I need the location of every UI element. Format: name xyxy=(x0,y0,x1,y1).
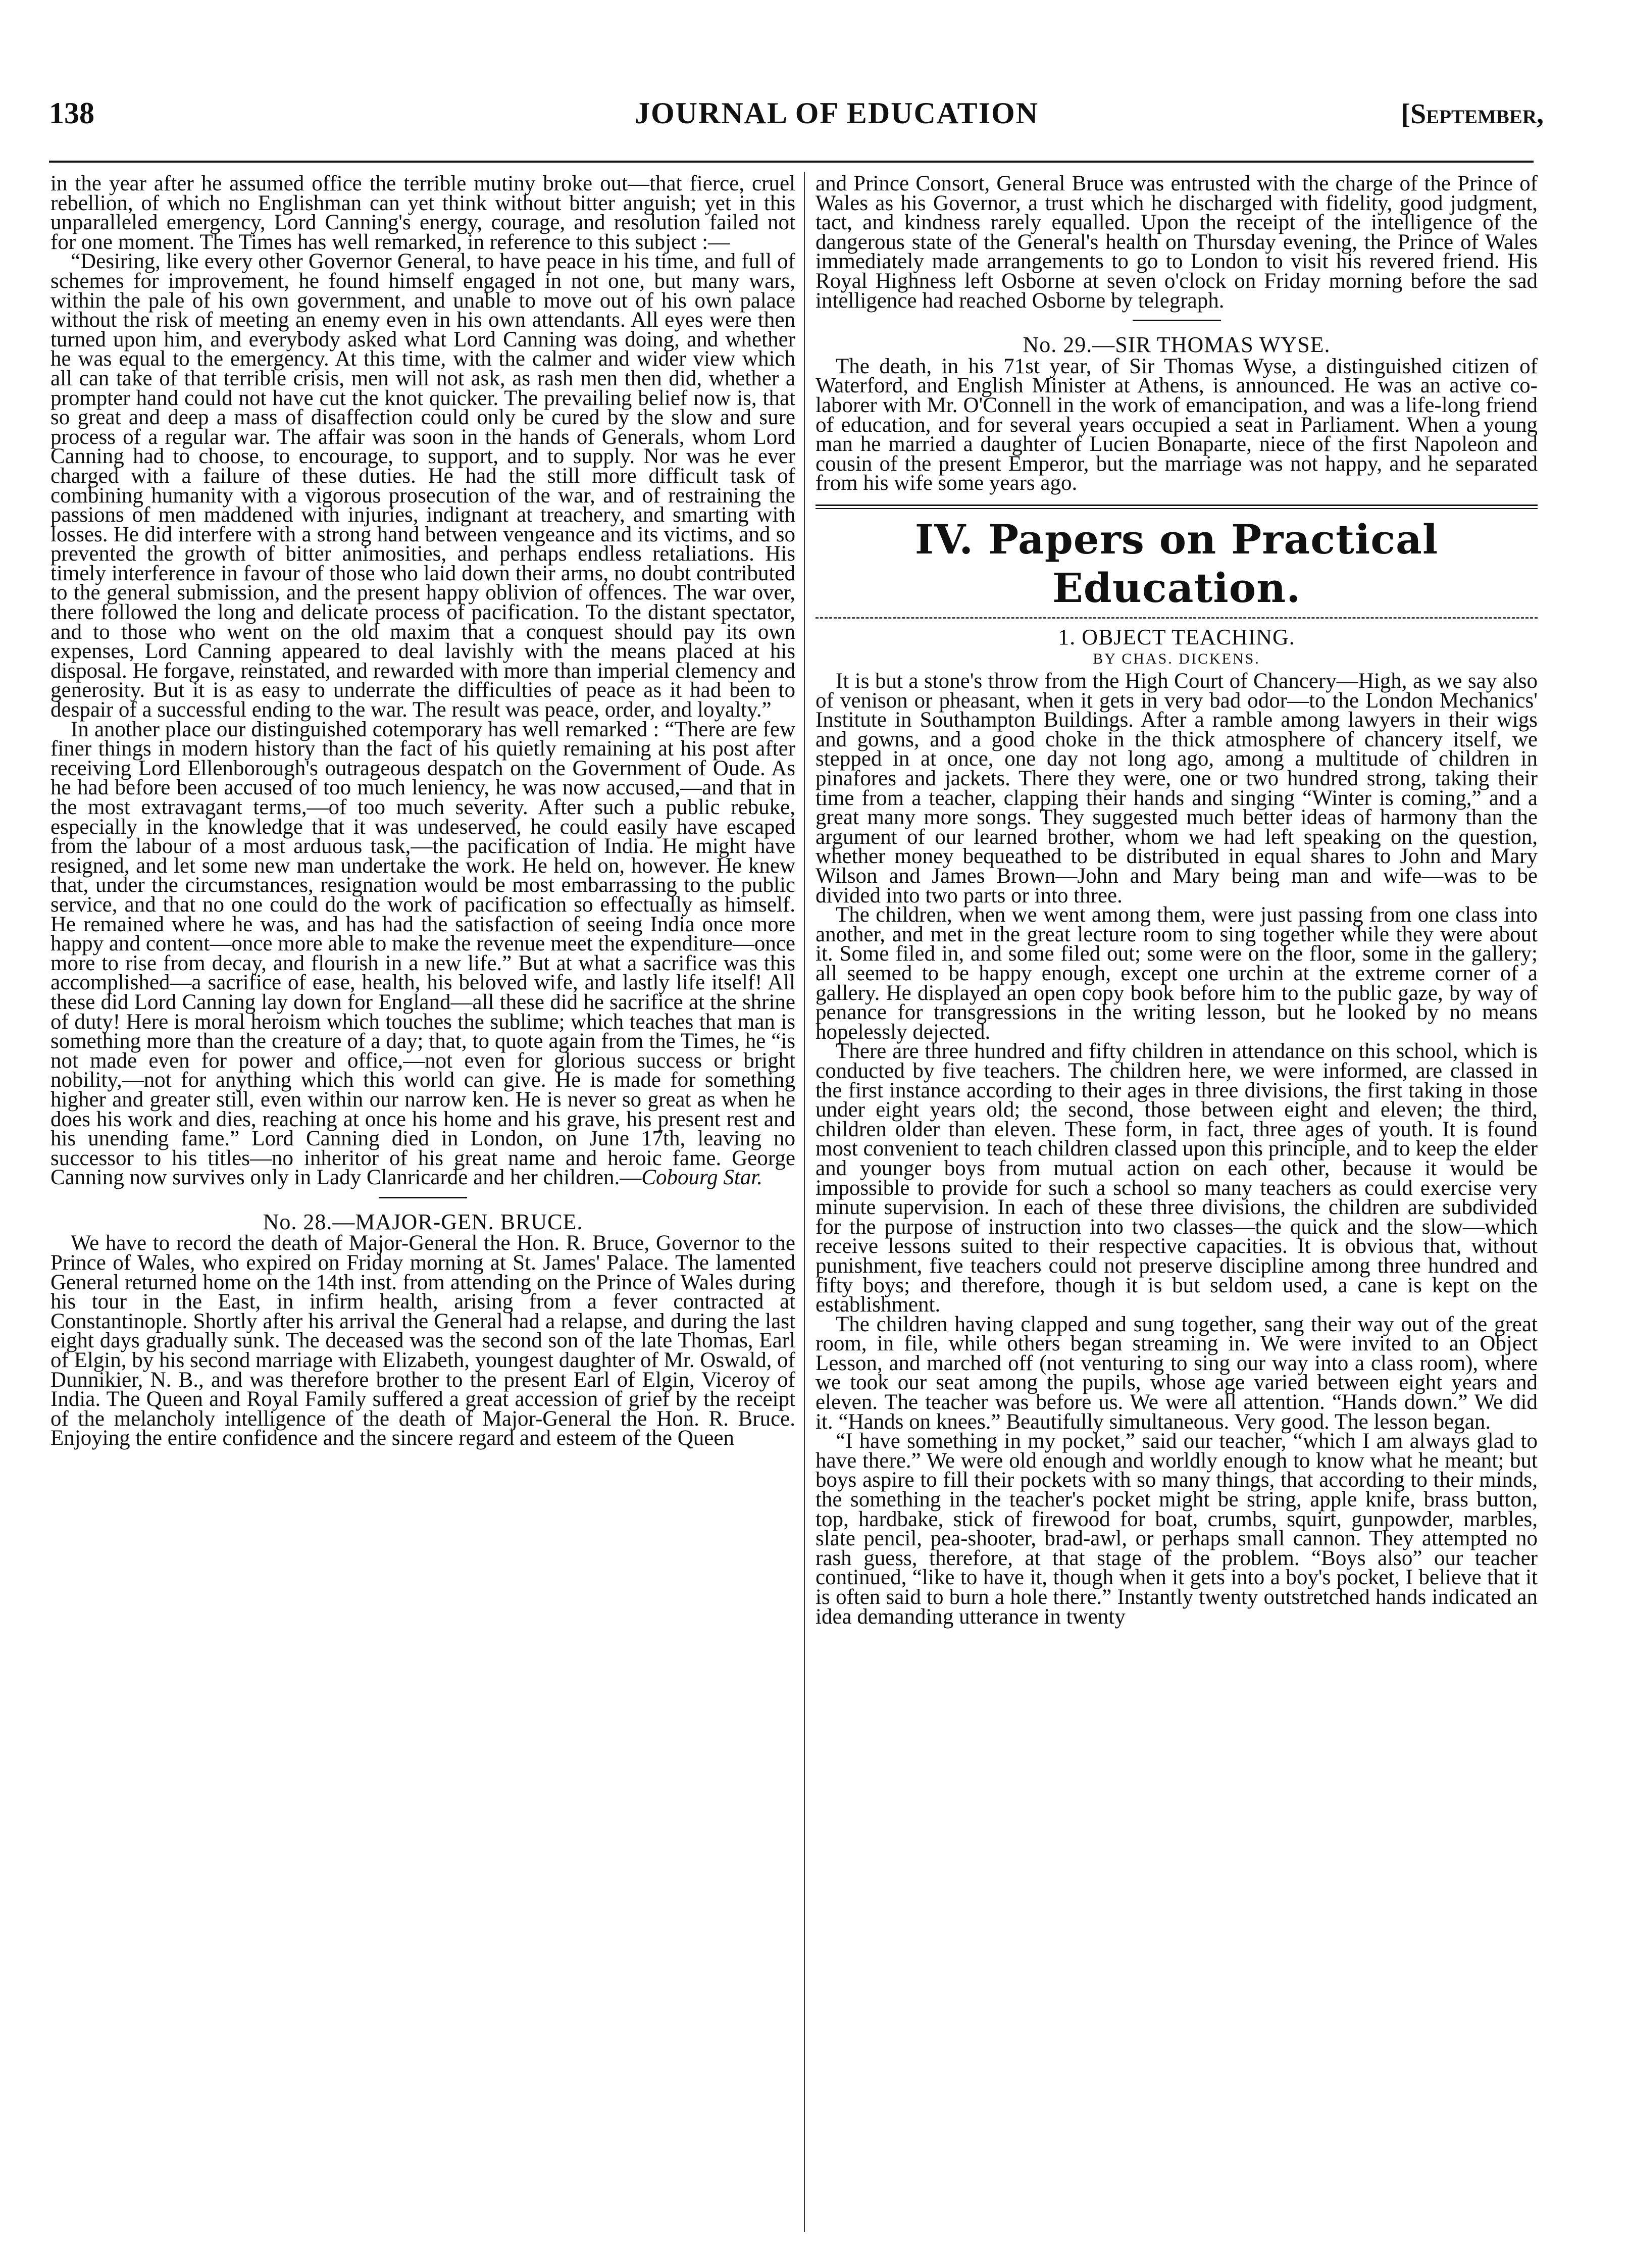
object-teaching-paragraph-2: The children, when we went among them, were just passing from one class into another, and met in the great lecture room to sing together while they were about it. Some filed in, and some filed out; some were on the floor, some in the gallery; all seemed to be happy enough, except one urchin at the extreme corner of a gallery. He displayed an open copy book before him to the public gaze, by way of penance for transgressions in the writing lesson, but he looked by no means hopelessly dejected. xyxy=(816,903,1538,1044)
bruce-paragraph: We have to record the death of Major-General the Hon. R. Bruce, Governor to the Prince of Wales, who expired on Friday morning at St. James' Palace. The lamented General returned home on the 14th inst. from attending on the Prince of Wales during his tour in the East, in infirm health, arising from a fever contracted at Constantinople. Shortly after his arrival the General had a relapse, and during the last eight days gradually sunk. The deceased was the second son of the late Thomas, Earl of Elgin, by his second marriage with Elizabeth, youngest daughter of Mr. Oswald, of Dunnikier, N. B., and was therefore brother to the present Earl of Elgin, Viceroy of India. The Queen and Royal Family suffered a great accession of grief by the receipt of the melancholy intelligence of the death of Major-General the Hon. R. Bruce. Enjoying the entire confidence and the sincere regard and esteem of the Queen xyxy=(50,1231,795,1450)
times-quote-text: “Desiring, like every other Governor General, to have peace in his time, and full of schemes for improvement, he found himself engaged in not one, but many wars, within the pale of his own government, and unable to move out of his own palace without the risk of meeting an enemy even in his own attendants. All eyes were then turned upon him, and everybody asked what Lord Canning was doing, and whether he was equal to the emergency. At this time, with the calmer and wider view which all can take of that terrible crisis, men will not ask, as rash men then did, whether a prompter hand could not have cut the knot quicker. The prevailing belief now is, that so great and deep a mass of disaffection could only be cured by the slow and sure process of a regular war. The affair was soon in the hands of Generals, whom Lord Canning had to choose, to encourage, to support, and to supply. Nor was he ever charged with a failure of these duties. He had the still more difficult task of combining humanity with a vigorous prosecution of the war, and of restraining the passions of men maddened with injuries, indignant at treachery, and smarting with losses. He did interfere with a strong hand between vengeance and its victims, and so prevented the growth of bitter animosities, and perhaps endless retaliations. His timely interference in favour of those who laid down their arms, no doubt contributed to the general submission, and the present happy oblivion of offences. The war over, there followed the long and delicate process of pacification. To the distant spectator, and to those who went on the old maxim that a conquest should pay its own expenses, Lord Canning appeared to deal lavishly with the means placed at his disposal. He forgave, reinstated, and rewarded with more than imperial clemency and generosity. But it is as easy to underrate the difficulties of peace as it had been to despair of a successful ending to the war. The result was peace, order, and loyalty.” xyxy=(50,249,795,722)
object-teaching-paragraph-5: “I have something in my pocket,” said our teacher, “which I am always glad to have there.” We were old enough and worldly enough to know what he meant; but boys aspire to fill their pockets with so many things, that according to their minds, the something in the teacher's pocket might be string, apple knife, brass button, top, hardbake, stick of firewood for boat, crumbs, squirt, gunpowder, marbles, slate pencil, pea-shooter, brad-awl, or perhaps small cannon. They attempted no rash guess, therefore, at that stage of the problem. “Boys also” our teacher continued, “like to have it, though when it gets into a boy's pocket, I believe that it is often said to burn a hole there.” Instantly twenty outstretched hands indicated an idea demanding utterance in twenty xyxy=(816,1429,1538,1629)
bruce-paragraph-continued: and Prince Consort, General Bruce was entrusted with the charge of the Prince of Wales as his Governor, a trust which he discharged with fidelity, good judgment, tact, and kindness rarely equalled. Upon the receipt of the intelligence of the dangerous state of the General's health on Thursday evening, the Prince of Wales immediately made arrangements to go to London to visit his revered friend. His Royal Highness left Osborne at seven o'clock on Friday morning before the sad intelligence had reached Osborne by telegraph. xyxy=(816,172,1538,313)
object-teaching-paragraph-1: It is but a stone's throw from the High Court of Chancery—High, as we say also of venison or pheasant, when it gets in very bad odor—to the London Mechanics' Institute in Southampton Buildings. After a ramble among lawyers in their wigs and gowns, and a good choke in the thick atmosphere of chancery itself, we stepped in at once, one day not long ago, among a multitude of children in pinafores and jackets. There they were, one or two hundred strong, taking their time from a teacher, clapping their hands and singing “Winter is coming,” and a great many more songs. They suggested much better ideas of harmony than the argument of our learned brother, whom we had left speaking on the question, whether money bequeathed to be distributed in equal shares to John and Mary Wilson and James Brown—John and Mary being man and wife—was to be divided into two parts or into three. xyxy=(816,669,1538,908)
left-column xyxy=(50,174,795,1448)
source-citation: Cobourg Star. xyxy=(641,1166,762,1190)
page-number: 138 xyxy=(49,96,94,130)
papers-heading-block xyxy=(816,505,1538,619)
section-rule xyxy=(1133,320,1221,321)
times-quote xyxy=(50,249,795,722)
page-header xyxy=(49,96,1544,136)
article-title: 1. OBJECT TEACHING. xyxy=(1058,624,1295,649)
header-rule xyxy=(49,161,1534,163)
section-29-title: No. 29.—SIR THOMAS WYSE. xyxy=(1023,332,1331,358)
dotted-rule xyxy=(816,617,1538,619)
object-teaching-paragraph-4: The children having clapped and sung together, sang their way out of the great room, in file, while others began streaming in. We were invited to an Object Lesson, and marched off (not venturing to sing our way into a class room), where we took our seat among the pupils, whose age varied between eight years and eleven. The teacher was before us. We were all attention. “Hands down.” We did it. “Hands on knees.” Beautifully simultaneous. Very good. The lesson began. xyxy=(816,1312,1538,1434)
wyse-paragraph: The death, in his 71st year, of Sir Thomas Wyse, a distinguished citizen of Waterford, and English Minister at Athens, is announced. He was an active co-laborer with Mr. O'Connell in the work of emancipation, and was a life-long friend of education, and for several years occupied a seat in Parliament. When a young man he married a daughter of Lucien Bonaparte, niece of the first Napoleon and cousin of the present Emperor, but the marriage was not happy, and he separated from his wife some years ago. xyxy=(816,354,1538,495)
right-column xyxy=(816,174,1538,1627)
journal-title: JOURNAL OF EDUCATION xyxy=(635,96,1039,130)
object-teaching-paragraph-3: There are three hundred and fifty children in attendance on this school, which is conducted by five teachers. The children here, we were informed, are classed in the first instance according to their ages in three divisions, the first taking in those under eight years old; the second, those between eight and eleven; the third, children older than eleven. These form, in fact, three ages of youth. It is found most convenient to teach children classed upon this principle, and to keep the elder and younger boys from mutual action on each other, because it would be impossible to provide for such a school so many teachers as could exercise very minute supervision. In each of these three divisions, the children are subdivided for the purpose of instruction into two classes—the quick and the slow—which receive lessons suited to their respective capacities. It is obvious that, without punishment, five teachers could not preserve discipline among three hundred and fifty boys; and therefore, though it is but seldom used, a cane is kept on the establishment. xyxy=(816,1039,1538,1317)
section-rule xyxy=(379,1197,467,1198)
papers-heading: IV. Papers on Practical Education. xyxy=(914,515,1439,612)
article-byline: BY CHAS. DICKENS. xyxy=(1093,650,1260,667)
canning-paragraph-3-text: In another place our distinguished cotemporary has well remarked : “There are few finer things in modern history than the fact of his quietly remaining at his post after receiving Lord Ellenborough's outrageous despatch on the Government of Oude. As he had before been accused of too much leniency, he was now accused,—and that in the most extravagant terms,—of too much severity. After such a public rebuke, especially in the knowledge that it was undeserved, he could easily have escaped from the labour of a most arduous task,—the pacification of India. He might have resigned, and let some new man undertake the work. He held on, however. He knew that, under the circumstances, resignation would be most embarrassing to the public service, and that no one could do the work of pacification so effectually as himself. He remained where he was, and has had the satisfaction of seeing India once more happy and content—once more able to make the revenue meet the expenditure—once more to rise from decay, and flourish in a new life.” But at what a sacrifice was this accomplished—a sacrifice of ease, health, his beloved wife, and lastly life itself! All these did Lord Canning lay down for England—all these did he sacrifice at the shrine of duty! Here is moral heroism which touches the sublime; which teaches that man is something more than the creature of a day; that, to quote again from the Times, he “is not made even for power and office,—not even for glorious success or bright nobility,—not for anything which this world can give. He is made for something higher and greater still, even within our narrow ken. He is never so great as when he does his work and dies, reaching at once his home and his grave, his present rest and his unending fame.” Lord Canning died in London, on June 17th, leaving no successor to his titles—no inheritor of his great name and heroic fame. George Canning now survives only in Lady Clanricarde and her children.— xyxy=(50,717,795,1190)
double-rule xyxy=(816,505,1538,509)
canning-paragraph-3 xyxy=(50,717,795,1190)
column-divider xyxy=(804,172,805,2232)
canning-paragraph-1: in the year after he assumed office the terrible mutiny broke out—that fierce, cruel rebellion, of which no Englishman can yet think without bitter anguish; yet in this unparalleled emergency, Lord Canning's energy, courage, and resolution failed not for one moment. The Times has well remarked, in reference to this subject :— xyxy=(50,172,795,254)
issue-month: [September, xyxy=(1401,98,1544,130)
section-28-title: No. 28.—MAJOR-GEN. BRUCE. xyxy=(263,1209,583,1234)
